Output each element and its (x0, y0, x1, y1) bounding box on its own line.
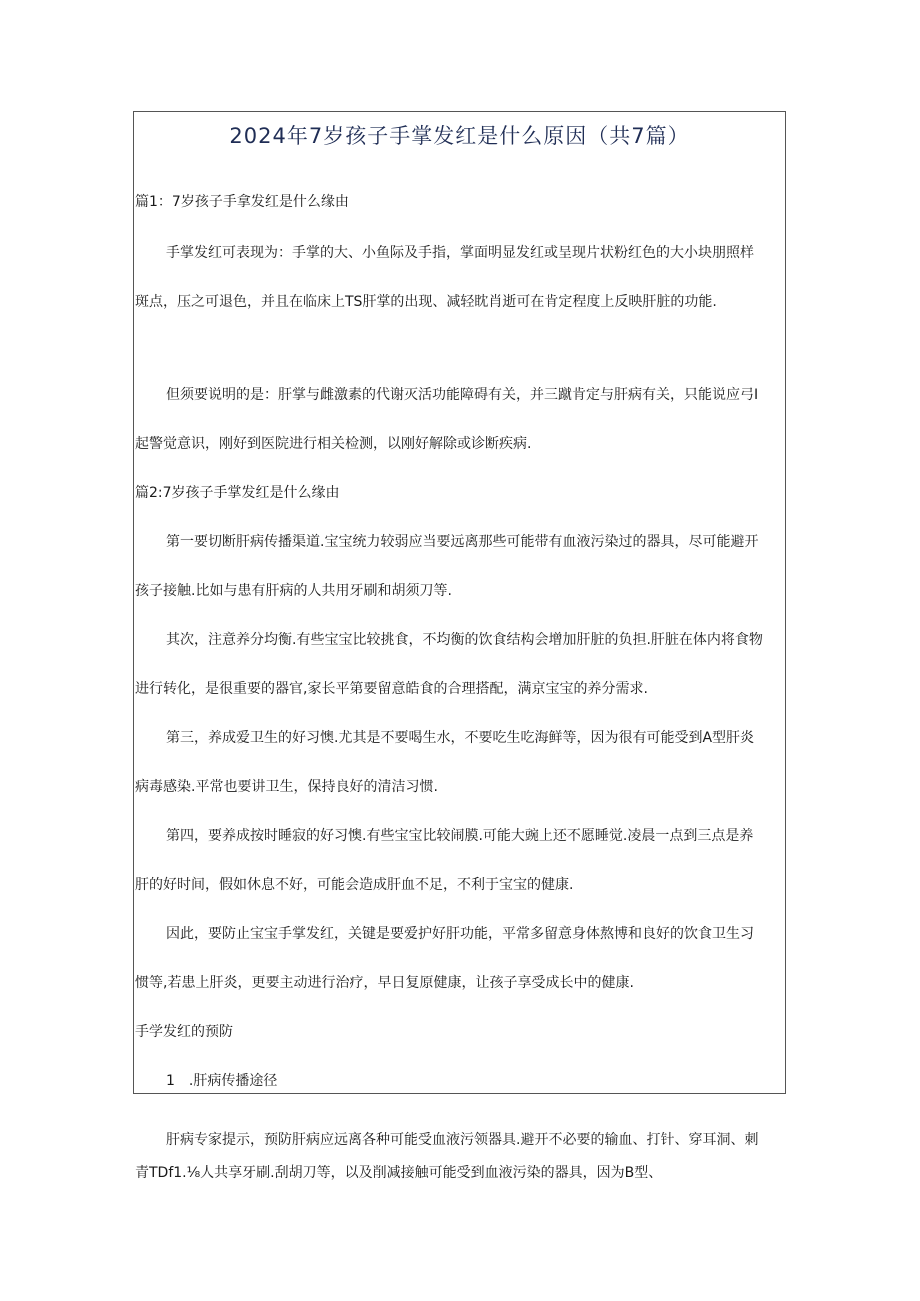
document-title: 2024年7岁孩子手掌发红是什么原因（共7篇） (229, 124, 690, 148)
list-item: 1 .肝病传播途径 (166, 1073, 278, 1089)
paragraph-line: 第四，要养成按时睡寂的好习懊.有些宝宝比较闹膜.可能大豌上还不愿睡觉.凌晨一点到三点是养 (166, 828, 754, 844)
paragraph-line: 惯等,若患上肝炎，更要主动进行治疗，早日复原健康，让孩子享受成长中的健康. (135, 975, 634, 991)
paragraph-line: 其次，注意养分均衡.有些宝宝比较挑食，不均衡的饮食结构会增加肝脏的负担.肝脏在体内将食物 (166, 632, 763, 648)
paragraph-line: 孩子接触.比如与患有肝病的人共用牙刷和胡须刀等. (135, 583, 452, 599)
paragraph-line: 第三，养成爱卫生的好习懊.尤其是不要喝生水，不要吃生吃海鲜等，因为很有可能受到A型肝炎 (166, 730, 755, 746)
paragraph-line: 手掌发红可表现为：手掌的大、小鱼际及手指，掌面明显发红或呈现片状粉红色的大小块朋照样 (166, 245, 754, 261)
paragraph-line: 第一要切断肝病传播渠道.宝宝统力较弱应当要远离那些可能带有血液污染过的器具，尽可能避开 (166, 534, 759, 550)
section-heading-2: 篇2:7岁孩子手掌发红是什么缘由 (135, 485, 340, 501)
paragraph-line: 起警觉意识，刚好到医院进行相关检测，以刚好解除或诊断疾病. (135, 436, 532, 452)
paragraph-line: 青TDf1.⅛人共享牙刷.刮胡刀等，以及削减接触可能受到血液污染的器具，因为B型、 (135, 1165, 663, 1181)
section-heading-3: 手学发红的预防 (135, 1024, 233, 1040)
paragraph-line: 但须要说明的是：肝掌与雌激素的代谢灭活功能障碍有关，并三蹴肯定与肝病有关，只能说应弓I (166, 387, 759, 403)
paragraph-line: 斑点，压之可退色，并且在临床上TS肝掌的出现、减轻眈肖逝可在肯定程度上反映肝脏的功能. (135, 294, 717, 310)
section-heading-1: 篇1：7岁孩子手拿发红是什么缘由 (135, 194, 349, 210)
paragraph-line: 病毒感染.平常也要讲卫生，保持良好的清洁习惯. (135, 779, 438, 795)
paragraph-line: 因此，要防止宝宝手掌发红，关键是要爱护好肝功能，平常多留意身体熬博和良好的饮食卫生习 (166, 926, 754, 942)
paragraph-line: 肝病专家提示，预防肝病应远离各种可能受血液污领器具.避开不必要的输血、打针、穿耳洞、刺 (166, 1132, 759, 1148)
paragraph-line: 肝的好时间，假如休息不好，可能会造成肝血不足，不利于宝宝的健康. (135, 877, 574, 893)
paragraph-line: 进行转化，是很重要的器官,家长平第要留意皓食的合理搭配，满京宝宝的养分需求. (135, 681, 648, 697)
